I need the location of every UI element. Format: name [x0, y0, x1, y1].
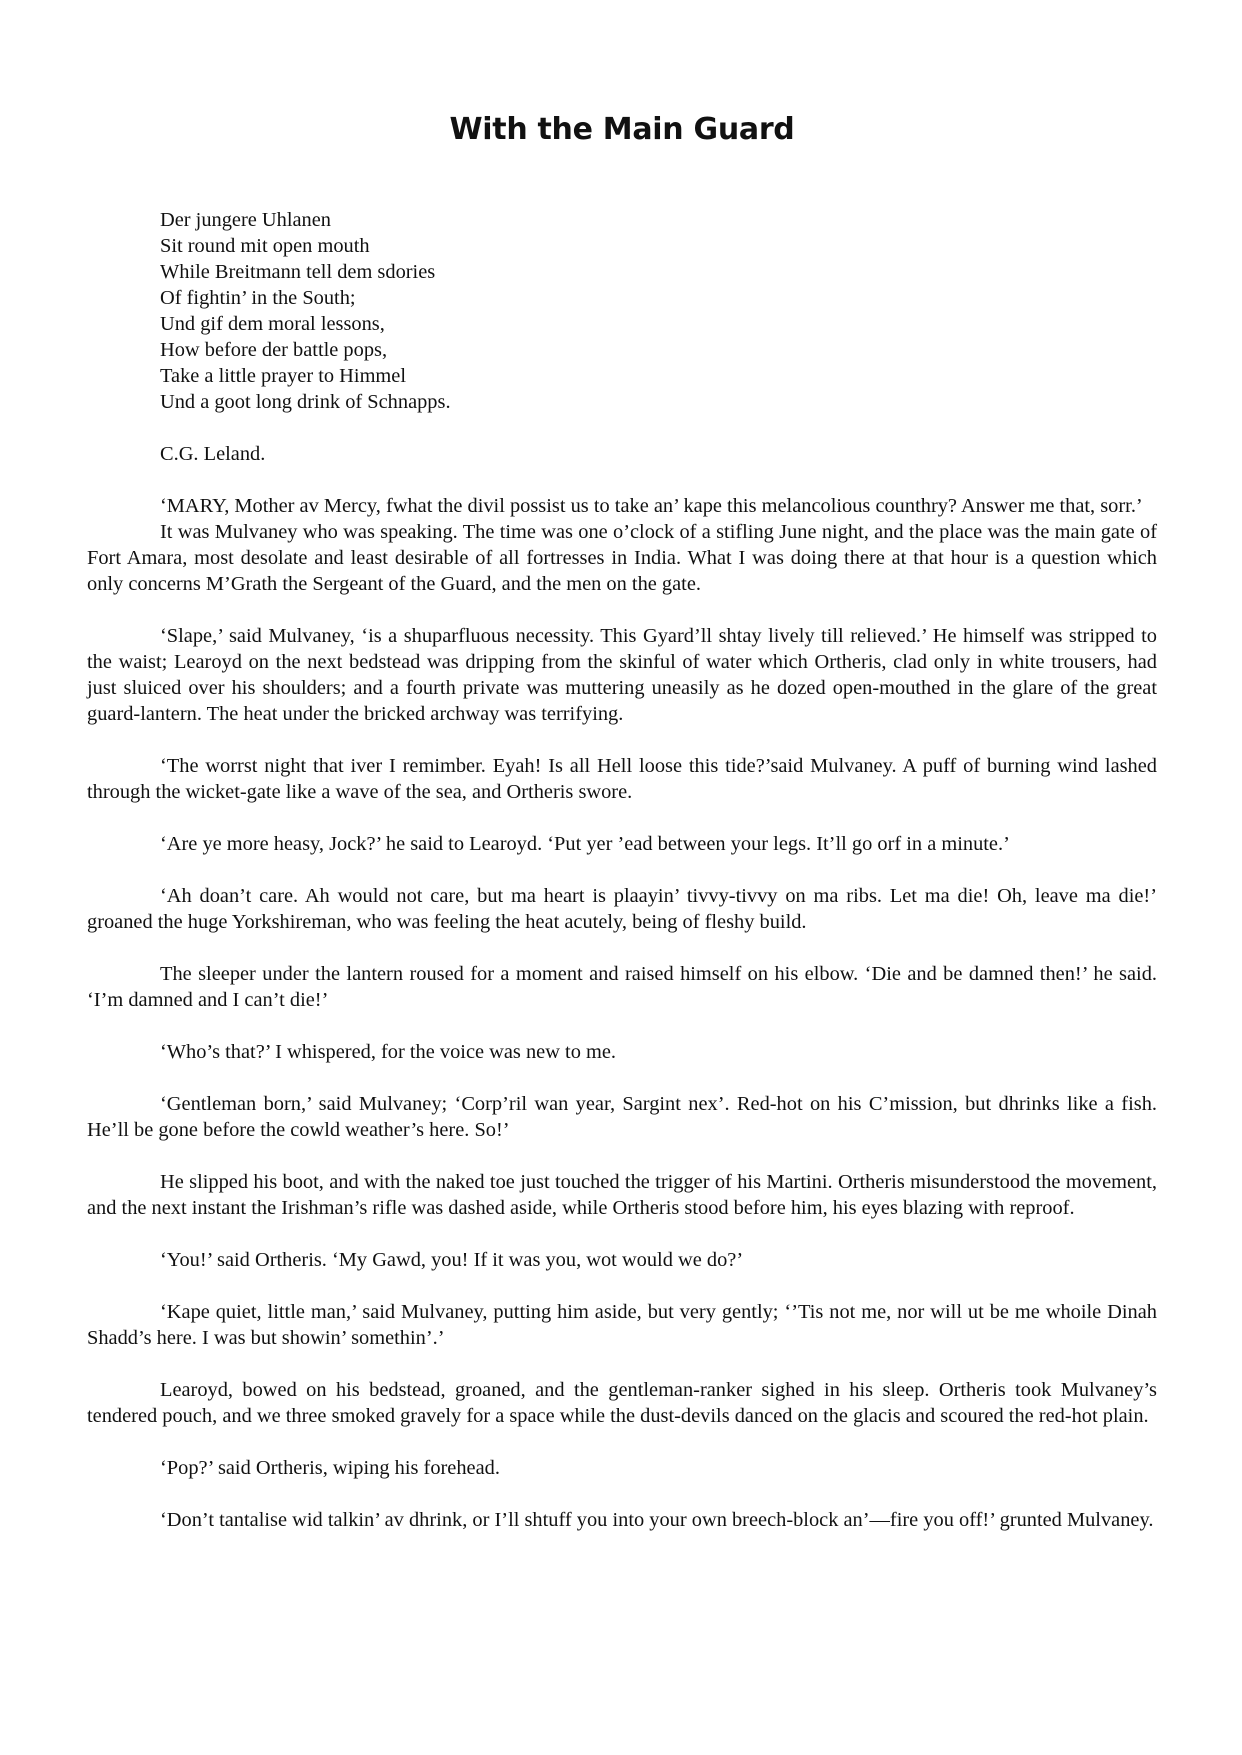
verse-line: How before der battle pops,: [160, 339, 388, 361]
paragraph: ‘Don’t tantalise wid talkin’ av dhrink, or I’ll shtuff you into your own breech-block an’—fire you off!’ grunted Mulvaney.: [160, 1509, 1154, 1531]
paragraph: ‘MARY, Mother av Mercy, fwhat the divil possist us to take an’ kape this melancolious counthry? Answer me that, sorr.’: [160, 495, 1143, 517]
epigraph-verse: [160, 207, 1157, 415]
paragraph: ‘Kape quiet, little man,’ said Mulvaney, putting him aside, but very gently; ‘’Tis not me, nor will ut be me whoile Dinah Shadd’s here. I was but showin’ somethin’.’: [87, 1301, 1157, 1349]
paragraph: It was Mulvaney who was speaking. The time was one o’clock of a stifling June night, and the place was the main gate of Fort Amara, most desolate and least desirable of all fortresses in India. What I was doing there at that hour is a question which only concerns M’Grath the Sergeant of the Guard, and the men on the gate.: [87, 521, 1157, 595]
verse-line: Sit round mit open mouth: [160, 235, 370, 257]
paragraph: He slipped his boot, and with the naked toe just touched the trigger of his Martini. Ortheris misunderstood the movement, and the next instant the Irishman’s rifle was dashed aside, while Ortheris stood before him, his eyes blazing with reproof.: [87, 1171, 1157, 1219]
verse-line: Und gif dem moral lessons,: [160, 313, 385, 335]
paragraph: ‘Are ye more heasy, Jock?’ he said to Learoyd. ‘Put yer ’ead between your legs. It’ll go orf in a minute.’: [160, 833, 1010, 855]
paragraph: Learoyd, bowed on his bedstead, groaned, and the gentleman-ranker sighed in his sleep. Ortheris took Mulvaney’s tendered pouch, and we three smoked gravely for a space while the dust-devils danced on the glacis and scoured the red-hot plain.: [87, 1379, 1157, 1427]
verse-line: Take a little prayer to Himmel: [160, 365, 407, 387]
verse-line: Der jungere Uhlanen: [160, 209, 331, 231]
paragraph: ‘You!’ said Ortheris. ‘My Gawd, you! If it was you, wot would we do?’: [160, 1249, 744, 1271]
paragraph: The sleeper under the lantern roused for a moment and raised himself on his elbow. ‘Die and be damned then!’ he said. ‘I’m damned and I can’t die!’: [87, 963, 1157, 1011]
verse-line: While Breitmann tell dem sdories: [160, 261, 436, 283]
paragraph: ‘Ah doan’t care. Ah would not care, but ma heart is plaayin’ tivvy-tivvy on ma ribs. Let ma die! Oh, leave ma die!’ groaned the huge Yorkshireman, who was feeling the heat acutely, being of fleshy build.: [87, 885, 1157, 933]
paragraph: ‘Pop?’ said Ortheris, wiping his forehead.: [160, 1457, 500, 1479]
epigraph-attribution: C.G. Leland.: [160, 443, 266, 465]
verse-line: Und a goot long drink of Schnapps.: [160, 391, 451, 413]
document-body: [87, 207, 1157, 1533]
paragraph: ‘Slape,’ said Mulvaney, ‘is a shuparfluous necessity. This Gyard’ll shtay lively till relieved.’ He himself was stripped to the waist; Learoyd on the next bedstead was dripping from the skinful of water which Ortheris, clad only in white trousers, had just sluiced over his shoulders; and a fourth private was muttering uneasily as he dozed open-mouthed in the glare of the great guard-lantern. The heat under the bricked archway was terrifying.: [87, 625, 1157, 725]
verse-line: Of fightin’ in the South;: [160, 287, 356, 309]
paragraph: ‘Gentleman born,’ said Mulvaney; ‘Corp’ril wan year, Sargint nex’. Red-hot on his C’mission, but dhrinks like a fish. He’ll be gone before the cowld weather’s here. So!’: [87, 1093, 1157, 1141]
paragraph: ‘The worrst night that iver I remimber. Eyah! Is all Hell loose this tide?’said Mulvaney. A puff of burning wind lashed through the wicket-gate like a wave of the sea, and Ortheris swore.: [87, 755, 1157, 803]
paragraph: ‘Who’s that?’ I whispered, for the voice was new to me.: [160, 1041, 616, 1063]
page-title: With the Main Guard: [449, 112, 795, 147]
